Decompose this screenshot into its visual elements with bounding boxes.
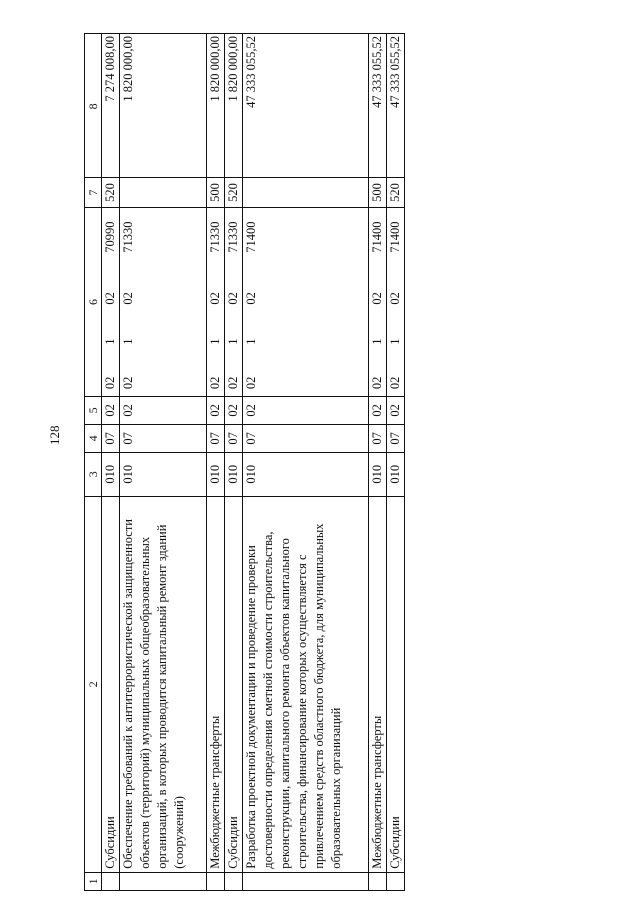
row-target-article: 02 1 02 71330 bbox=[120, 208, 207, 397]
row-section: 07 bbox=[207, 424, 225, 452]
row-section: 07 bbox=[102, 424, 120, 452]
row-target-article: 02 1 02 71400 bbox=[243, 208, 369, 397]
row-name: Обеспечение требований к антитеррористической защищенности объектов (территорий) муниципальных общеобразовательных организаций, в которых проводится капитальный ремонт зданий (сооружений) bbox=[120, 496, 207, 872]
row-amount: 1 820 000,00 bbox=[207, 34, 225, 178]
page-number: 128 bbox=[47, 425, 62, 445]
row-expense-type bbox=[120, 177, 207, 207]
row-number-cell bbox=[102, 872, 120, 890]
column-number-row bbox=[85, 34, 102, 891]
column-number: 4 bbox=[85, 424, 102, 452]
column-number: 6 bbox=[85, 208, 102, 397]
rotated-table-container bbox=[84, 33, 403, 891]
row-code: 010 bbox=[207, 452, 225, 496]
table-row bbox=[102, 34, 120, 891]
budget-table bbox=[84, 33, 405, 891]
row-expense-type: 520 bbox=[225, 177, 243, 207]
row-amount: 1 820 000,00 bbox=[225, 34, 243, 178]
row-code: 010 bbox=[387, 452, 405, 496]
row-number-cell bbox=[225, 872, 243, 890]
row-name: Разработка проектной документации и проведение проверки достоверности определения сметной стоимости строительства, реконструкции, капитального ремонта объектов капитального строительства, финансирование которых осуществляется с привлечением средств областного бюджета, для муниципальных образовательных организаций bbox=[243, 496, 369, 872]
row-name: Межбюджетные трансферты bbox=[207, 496, 225, 872]
row-amount: 47 333 055,52 bbox=[387, 34, 405, 178]
table-row bbox=[120, 34, 207, 891]
row-expense-type bbox=[243, 177, 369, 207]
row-expense-type: 520 bbox=[387, 177, 405, 207]
column-number: 8 bbox=[85, 34, 102, 178]
row-subsection: 02 bbox=[225, 396, 243, 424]
row-code: 010 bbox=[243, 452, 369, 496]
row-expense-type: 500 bbox=[369, 177, 387, 207]
row-target-article: 02 1 02 71330 bbox=[225, 208, 243, 397]
row-amount: 1 820 000,00 bbox=[120, 34, 207, 178]
table-row bbox=[387, 34, 405, 891]
row-name: Субсидии bbox=[387, 496, 405, 872]
row-code: 010 bbox=[120, 452, 207, 496]
row-amount: 47 333 055,52 bbox=[369, 34, 387, 178]
row-amount: 7 274 008,00 bbox=[102, 34, 120, 178]
row-subsection: 02 bbox=[120, 396, 207, 424]
row-section: 07 bbox=[369, 424, 387, 452]
row-subsection: 02 bbox=[369, 396, 387, 424]
row-target-article: 02 1 02 71330 bbox=[207, 208, 225, 397]
row-code: 010 bbox=[102, 452, 120, 496]
row-number-cell bbox=[369, 872, 387, 890]
row-section: 07 bbox=[243, 424, 369, 452]
row-expense-type: 500 bbox=[207, 177, 225, 207]
table-row bbox=[369, 34, 387, 891]
row-target-article: 02 1 02 71400 bbox=[369, 208, 387, 397]
table-row bbox=[225, 34, 243, 891]
column-number: 1 bbox=[85, 872, 102, 890]
row-subsection: 02 bbox=[243, 396, 369, 424]
row-subsection: 02 bbox=[387, 396, 405, 424]
row-name: Субсидии bbox=[102, 496, 120, 872]
row-name: Субсидии bbox=[225, 496, 243, 872]
column-number: 3 bbox=[85, 452, 102, 496]
row-target-article: 02 1 02 70990 bbox=[102, 208, 120, 397]
row-section: 07 bbox=[120, 424, 207, 452]
row-subsection: 02 bbox=[207, 396, 225, 424]
row-subsection: 02 bbox=[102, 396, 120, 424]
row-number-cell bbox=[387, 872, 405, 890]
column-number: 2 bbox=[85, 496, 102, 872]
row-expense-type: 520 bbox=[102, 177, 120, 207]
table-row bbox=[207, 34, 225, 891]
row-number-cell bbox=[243, 872, 369, 890]
row-code: 010 bbox=[369, 452, 387, 496]
row-section: 07 bbox=[387, 424, 405, 452]
row-target-article: 02 1 02 71400 bbox=[387, 208, 405, 397]
row-name: Межбюджетные трансферты bbox=[369, 496, 387, 872]
column-number: 5 bbox=[85, 396, 102, 424]
row-number-cell bbox=[120, 872, 207, 890]
column-number: 7 bbox=[85, 177, 102, 207]
row-code: 010 bbox=[225, 452, 243, 496]
row-number-cell bbox=[207, 872, 225, 890]
table-row bbox=[243, 34, 369, 891]
row-section: 07 bbox=[225, 424, 243, 452]
row-amount: 47 333 055,52 bbox=[243, 34, 369, 178]
